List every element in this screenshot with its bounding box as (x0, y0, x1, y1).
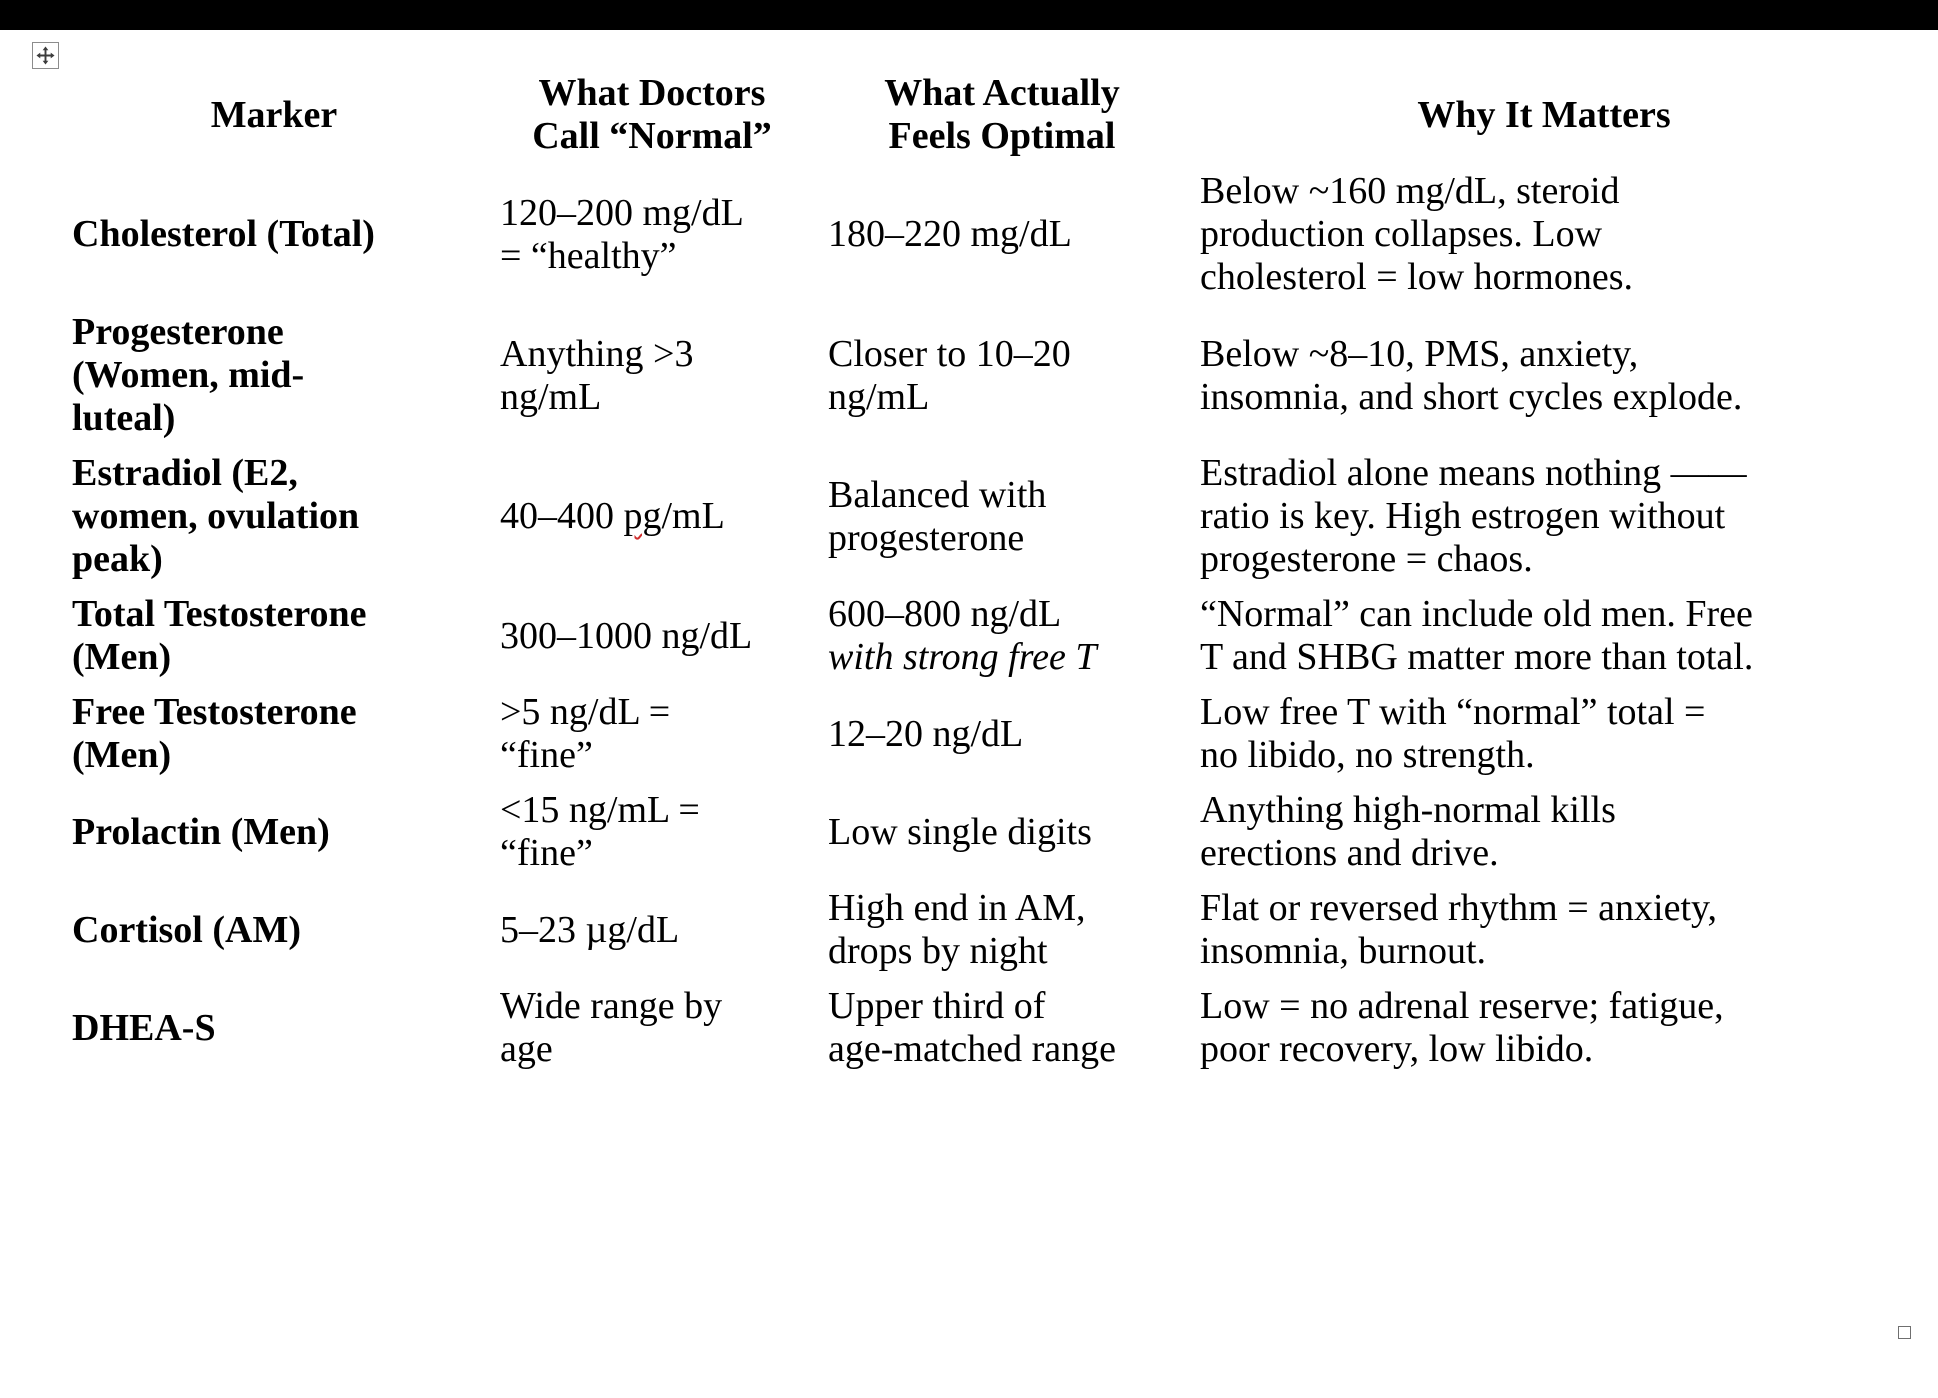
cell-feels-optimal[interactable]: 180–220 mg/dL (828, 213, 1072, 255)
header-marker[interactable]: Marker (210, 93, 338, 136)
cell-why-it-matters[interactable]: Low free T with “normal” total = no libido, no strength. (1200, 691, 1706, 776)
table-resize-handle-icon[interactable] (1898, 1326, 1911, 1339)
cell-why-it-matters[interactable]: Low = no adrenal reserve; fatigue, poor recovery, low libido. (1200, 985, 1724, 1070)
cell-why-it-matters[interactable]: Below ~160 mg/dL, steroid production collapses. Low cholesterol = low hormones. (1200, 170, 1634, 298)
cell-why-it-matters[interactable]: Flat or reversed rhythm = anxiety, insomnia, burnout. (1200, 887, 1718, 972)
cell-feels-optimal[interactable]: Upper third of age-matched range (828, 985, 1116, 1070)
cell-feels-optimal[interactable]: Low single digits (828, 810, 1092, 853)
cell-why-it-matters[interactable]: Estradiol alone means nothing —— ratio is key. High estrogen without progesterone = chaos. (1200, 452, 1747, 580)
cell-feels-optimal[interactable]: Closer to 10–20 ng/mL (828, 332, 1071, 418)
move-arrows-icon (36, 46, 55, 65)
cell-feels-optimal[interactable]: 12–20 ng/dL (828, 712, 1024, 755)
table-row (60, 685, 1900, 783)
cell-feels-optimal[interactable] (816, 587, 1188, 685)
cell-why-it-matters[interactable]: Anything high-normal kills erections and drive. (1200, 789, 1616, 874)
cell-marker[interactable]: Estradiol (E2, women, ovulation peak) (72, 452, 360, 580)
cell-why-it-matters[interactable]: “Normal” can include old men. Free T and SHBG matter more than total. (1200, 593, 1754, 678)
table-move-handle-icon[interactable] (32, 42, 59, 69)
table-row (60, 783, 1900, 881)
cell-doctors-normal[interactable] (488, 446, 816, 587)
table-row (60, 881, 1900, 979)
table-row (60, 164, 1900, 305)
optimal-value: 600–800 ng/dL (828, 593, 1062, 635)
cell-doctors-normal[interactable]: <15 ng/mL = “fine” (500, 789, 700, 874)
cell-doctors-normal[interactable]: Anything >3 ng/mL (500, 332, 694, 418)
cell-feels-optimal[interactable]: Balanced with progesterone (828, 473, 1047, 559)
range-text: /mL (661, 495, 725, 537)
cell-marker[interactable]: Free Testosterone (Men) (72, 691, 357, 776)
cell-feels-optimal[interactable]: High end in AM, drops by night (828, 887, 1086, 972)
cell-marker[interactable]: Prolactin (Men) (72, 810, 330, 853)
cell-doctors-normal[interactable]: 5–23 µg/dL (500, 908, 680, 951)
table-row (60, 587, 1900, 685)
optimal-note-italic: with strong free T (828, 636, 1097, 678)
cell-doctors-normal[interactable]: Wide range by age (500, 985, 723, 1070)
cell-doctors-normal[interactable]: 120–200 mg/dL = “healthy” (500, 191, 744, 277)
header-doctors-normal[interactable]: What Doctors Call “Normal” (532, 72, 772, 157)
cell-doctors-normal[interactable]: 300–1000 ng/dL (500, 614, 753, 657)
table-row (60, 446, 1900, 587)
table-row (60, 305, 1900, 446)
cell-doctors-normal[interactable]: >5 ng/dL = “fine” (500, 691, 671, 776)
header-why-it-matters[interactable]: Why It Matters (1417, 93, 1671, 136)
window-top-bar (0, 0, 1938, 30)
cell-marker[interactable]: Cortisol (AM) (72, 908, 301, 951)
range-text: 40–400 (500, 495, 624, 537)
table-row (60, 979, 1900, 1077)
cell-marker[interactable]: DHEA-S (72, 1006, 216, 1049)
cell-marker[interactable]: Cholesterol (Total) (72, 213, 375, 255)
spellcheck-flagged-text: pg (623, 495, 662, 537)
table-header-row (60, 66, 1900, 164)
hormone-marker-table (60, 66, 1900, 1077)
cell-marker[interactable]: Progesterone (Women, mid- luteal) (72, 311, 305, 439)
cell-marker[interactable]: Total Testosterone (Men) (72, 593, 367, 678)
cell-why-it-matters[interactable]: Below ~8–10, PMS, anxiety, insomnia, and short cycles explode. (1200, 332, 1743, 418)
header-feels-optimal[interactable]: What Actually Feels Optimal (884, 72, 1120, 157)
